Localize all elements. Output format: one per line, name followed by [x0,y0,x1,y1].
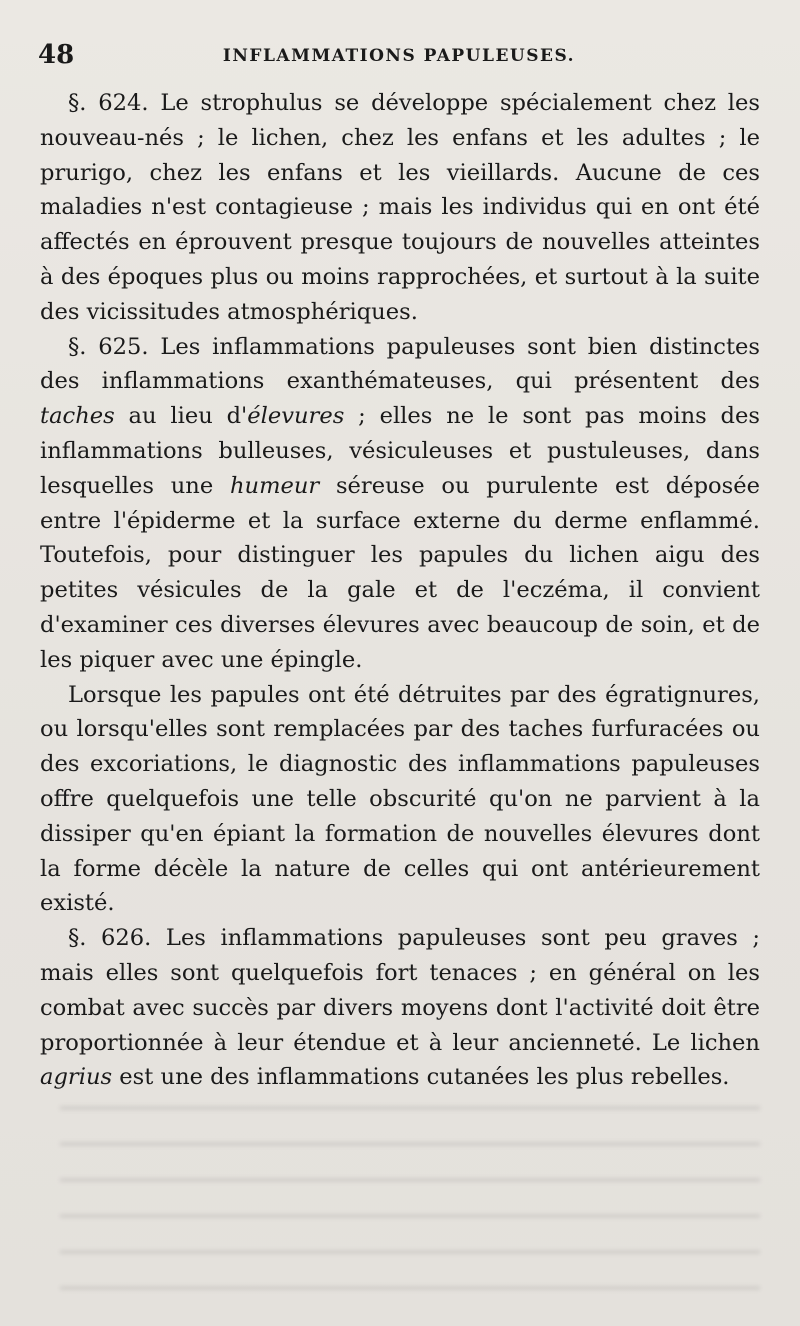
paragraph-text: séreuse ou purulente est déposée entre l'épiderme et la surface externe du derme enflammé. Toutefois, pour distinguer les papules du lichen aigu des petites vésicules de la gale et de l'eczéma, il convient d'examiner ces diverses élevures avec beaucoup de soin, et de les piquer avec une épingle. [40,472,760,673]
paragraph-text: ; elles ne le sont pas moins des inflammations bulleuses, vésiculeuses et pustuleuses, dans lesquelles une [40,403,760,499]
italic-term-taches: taches [40,403,115,430]
paragraph-text: §. 625. Les inflammations papuleuses sont bien distinctes des inflammations exanthémateuses, qui présentent des [40,333,760,395]
running-head [38,40,760,72]
paragraph-626 [40,921,760,1095]
italic-term-elevures: élevures [247,403,345,430]
paragraph-625 [40,330,760,678]
paragraph-text: Lorsque les papules ont été détruites par des égratignures, ou lorsqu'elles sont remplacées par des taches furfuracées ou des excoriations, le diagnostic des inflammations papuleuses offre quelquefois une telle obscurité qu'on ne parvient à la dissiper qu'en épiant la formation de nouvelles élevures dont la forme décèle la nature de celles qui ont antérieurement existé. [40,681,760,917]
running-title: INFLAMMATIONS PAPULEUSES. [222,46,576,66]
paragraph-text: est une des inflammations cutanées les plus rebelles. [112,1064,730,1091]
paragraph-diagnostic [40,678,760,922]
page-number: 48 [38,40,75,70]
paragraph-text: §. 624. Le strophulus se développe spécialement chez les nouveau-nés ; le lichen, chez les enfans et les adultes ; le prurigo, chez les enfans et les vieillards. Aucune de ces maladies n'est contagieuse ; mais les individus qui en ont été affectés en éprouvent presque toujours de nouvelles atteintes à des époques plus ou moins rapprochées, et surtout à la suite des vicissitudes atmosphériques. [40,90,760,325]
paragraph-text: §. 626. Les inflammations papuleuses sont peu graves ; mais elles sont quelquefois fort tenaces ; en général on les combat avec succès par divers moyens dont l'activité doit être proportionnée à leur étendue et à leur ancienneté. Le lichen [40,925,760,1056]
bleed-through-texture [60,1080,760,1310]
body-text [40,86,760,1095]
italic-term-agrius: agrius [40,1064,113,1091]
paragraph-624 [40,86,760,330]
italic-term-humeur: humeur [229,472,320,499]
paragraph-text: au lieu d' [114,403,248,430]
